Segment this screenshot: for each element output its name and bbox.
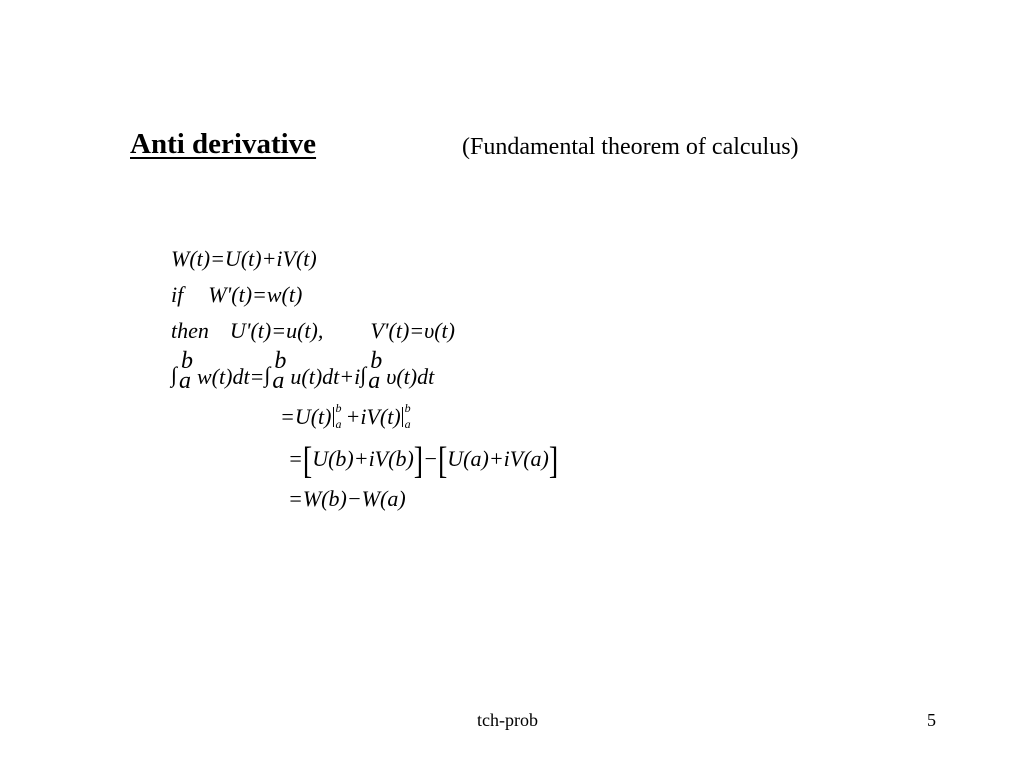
if-keyword: if xyxy=(171,282,184,307)
final-result: =W(b)−W(a) xyxy=(288,486,406,511)
equation-u-prime: U'(t)=u(t), xyxy=(229,318,324,343)
integral-v xyxy=(360,350,386,396)
eval-lower-limit: a xyxy=(335,417,342,431)
eval-lower-limit: a xyxy=(404,417,411,431)
equation-line-3 xyxy=(171,320,455,342)
equation-line-2 xyxy=(171,284,302,306)
slide-subtitle: (Fundamental theorem of calculus) xyxy=(462,134,799,160)
integral-lower-limit: a xyxy=(179,368,191,394)
equals-sign: = xyxy=(288,446,303,471)
equation-line-5 xyxy=(280,401,415,431)
integral-upper-limit: b xyxy=(181,348,193,374)
evaluation-limits xyxy=(334,401,346,431)
minus-sign: − xyxy=(423,446,438,471)
slide-title: Anti derivative xyxy=(130,128,317,160)
right-bracket: ] xyxy=(548,440,559,483)
integral-u xyxy=(264,350,290,396)
equation-line-6 xyxy=(288,440,559,483)
integral-sign: ∫ xyxy=(360,362,367,387)
evaluation-limits xyxy=(403,401,415,431)
integral-u-body: u(t)dt+i xyxy=(290,364,361,389)
equation-v-prime: V'(t)=υ(t) xyxy=(370,318,455,343)
integral-upper-limit: b xyxy=(370,348,383,374)
integral-sign: ∫ xyxy=(171,362,178,387)
page-number: 5 xyxy=(927,710,936,730)
evaluated-v: +iV(t) xyxy=(345,404,401,429)
integral-lower-limit: a xyxy=(368,368,381,394)
equation-line-7 xyxy=(288,488,406,510)
evaluated-at-a: U(a)+iV(a) xyxy=(447,446,549,471)
footer-label: tch-prob xyxy=(477,710,538,730)
eval-upper-limit: b xyxy=(335,401,342,415)
equation-line-1 xyxy=(171,248,317,270)
left-bracket: [ xyxy=(437,440,448,483)
eval-upper-limit: b xyxy=(404,401,411,415)
integral-lower-limit: a xyxy=(272,368,285,394)
equation-line-4-integrals xyxy=(171,350,434,396)
evaluated-at-b: U(b)+iV(b) xyxy=(312,446,414,471)
then-keyword: then xyxy=(171,318,209,343)
left-bracket: [ xyxy=(302,440,313,483)
equation-w-prime: W'(t)=w(t) xyxy=(208,282,303,307)
integral-v-body: υ(t)dt xyxy=(386,364,435,389)
integral-sign: ∫ xyxy=(264,362,271,387)
integral-w xyxy=(171,350,197,396)
integral-upper-limit: b xyxy=(274,348,287,374)
math-block xyxy=(171,240,691,520)
integral-w-body: w(t)dt= xyxy=(197,364,265,389)
equation-w-def: W(t)=U(t)+iV(t) xyxy=(171,246,317,271)
evaluated-u: =U(t) xyxy=(280,404,332,429)
right-bracket: ] xyxy=(413,440,424,483)
